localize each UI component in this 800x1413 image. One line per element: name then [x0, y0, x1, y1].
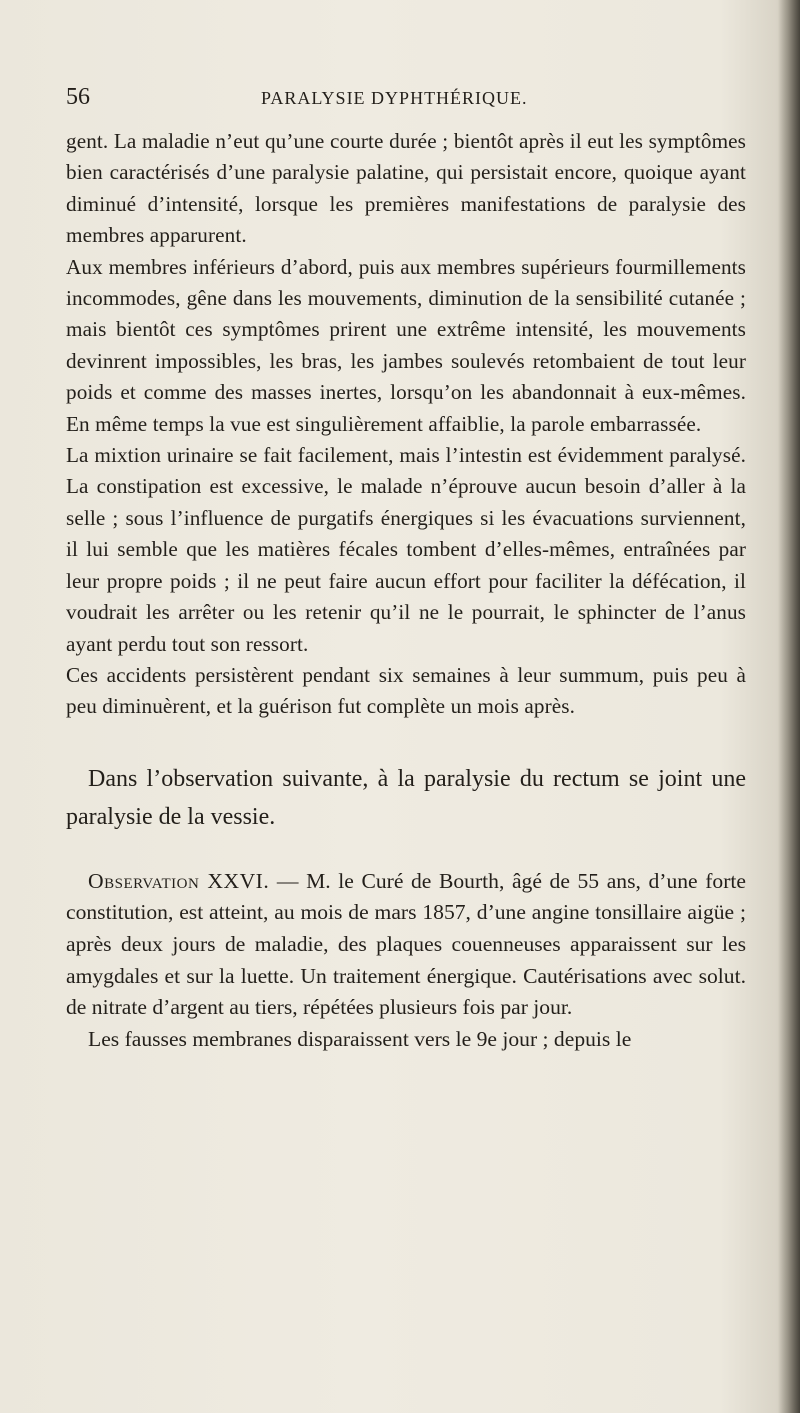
paragraph-symptoms: Aux membres inférieurs d’abord, puis aux membres supérieurs fourmillements incommodes, gêne dans les mouvements, diminution de la sensibilité cutanée ; mais bientôt ces symptômes prirent une extrême intensité, les mouvements devinrent impossibles, les bras, les jambes soulevés retombaient de tout leur poids et comme des masses inertes, lorsqu’on les abandonnait à eux-mêmes. En même temps la vue est singulièrement affaiblie, la parole embarrassée. — [66, 254, 746, 436]
paragraph-continuation: gent. La maladie n’eut qu’une courte durée ; bientôt après il eut les symptômes bien caractérisés d’une paralysie palatine, qui persistait encore, quoique ayant diminué d’intensité, lorsque les premières manifestations de paralysie des membres apparurent. — [66, 129, 746, 248]
observation-continuation: Les fausses membranes disparaissent vers le 9e jour ; depuis le — [88, 1026, 632, 1051]
observation-paragraph — [66, 866, 746, 1024]
body-text — [66, 126, 746, 1055]
paragraph-recovery: Ces accidents persistèrent pendant six semaines à leur summum, puis peu à peu diminuèrent, et la guérison fut complète un mois après. — [66, 662, 746, 719]
running-title: PARALYSIE DYPHTHÉRIQUE. — [261, 88, 528, 108]
page-header — [66, 84, 746, 114]
section-remark: Dans l’observation suivante, à la paralysie du rectum se joint une paralysie de la vessie. — [66, 765, 746, 830]
observation-text: — M. le Curé de Bourth, âgé de 55 ans, d’une forte constitution, est atteint, au mois de mars 1857, d’une angine tonsillaire aigüe ; après deux jours de maladie, des plaques couenneuses apparaissent sur les amygdales et sur la luette. Un traitement énergique. Cautérisations avec solut. de nitrate d’argent au tiers, répétées plusieurs fois par jour. — [66, 868, 746, 1020]
page-number: 56 — [66, 84, 90, 110]
paragraph-constipation: La mixtion urinaire se fait facilement, mais l’intestin est évidemment paralysé. La constipation est excessive, le malade n’éprouve aucun besoin d’aller à la selle ; sous l’influence de purgatifs énergiques si les évacuations surviennent, il lui semble que les matières fécales tombent d’elles-mêmes, entraînées par leur propre poids ; il ne peut faire aucun effort pour faciliter la défécation, il voudrait les arrêter ou les retenir qu’il ne le pourrait, le sphincter de l’anus ayant perdu tout son ressort. — [66, 443, 746, 656]
observation-heading: Observation XXVI. — [88, 868, 270, 893]
page-edge-shadow — [778, 0, 800, 1413]
